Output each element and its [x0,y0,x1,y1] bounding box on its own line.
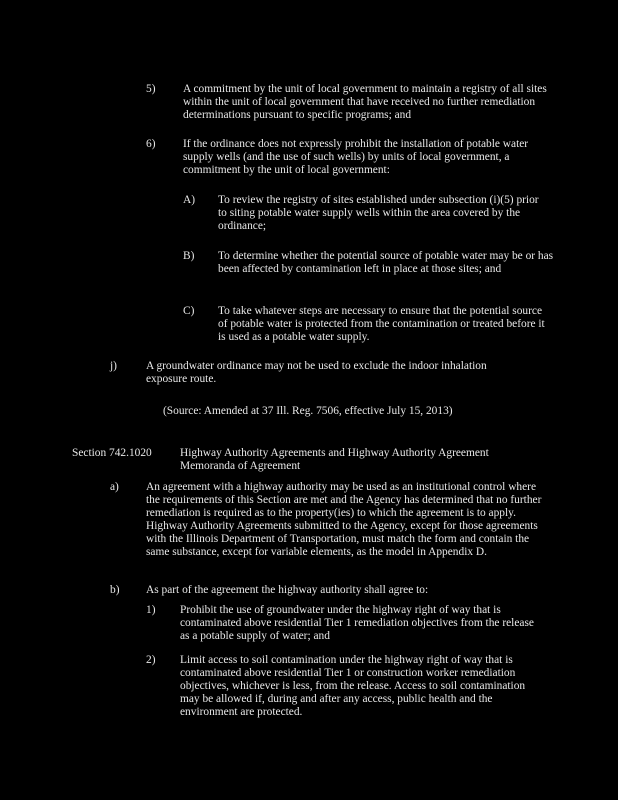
subitem-label: 1) [146,604,156,616]
subitem-text: Limit access to soil contamination under the highway right of way that is contaminated above residential Tier 1 or construction worker remediation objectives, whichever is less, from the release. Access to soil contamination may be allowed if, during and after any access, public health and the environment are protected. [180,654,526,718]
subitem-label: A) [183,194,196,206]
subitem-label: B) [183,250,195,262]
section-title: Highway Authority Agreements and Highway Authority Agreement Memoranda of Agreement [180,447,489,472]
item-text: An agreement with a highway authority may be used as an institutional control where the requirements of this Section are met and the Agency has determined that no further remediation is required as to the property(ies) to which the agreement is to apply. Highway Authority Agreements submitted to the Agency, except for those agreements with the Illinois Department of Transportation, must match the form and contain the same substance, except for variable elements, as the model in Appendix D. [146,481,542,558]
subitem-text: Prohibit the use of groundwater under the highway right of way that is contaminated above residential Tier 1 remediation objectives from the release as a potable supply of water; and [180,604,534,642]
source-note: (Source: Amended at 37 Ill. Reg. 7506, effective July 15, 2013) [163,405,453,417]
item-label: 6) [146,138,156,150]
item-label: b) [110,584,120,596]
item-label: j) [110,360,117,372]
item-label: a) [110,481,119,493]
item-text: If the ordinance does not expressly prohibit the installation of potable water supply wells (and the use of such wells) by units of local government, a commitment by the unit of local government: [183,138,529,176]
subitem-text: To review the registry of sites established under subsection (i)(5) prior to siting potable water supply wells within the area covered by the ordinance; [218,194,539,232]
item-text: A commitment by the unit of local government to maintain a registry of all sites within the unit of local government that have received no further remediation determinations pursuant to specific programs; and [183,83,547,121]
item-text: As part of the agreement the highway authority shall agree to: [146,584,429,596]
subitem-label: C) [183,305,195,317]
section-number: Section 742.1020 [72,447,152,459]
item-text: A groundwater ordinance may not be used to exclude the indoor inhalation exposure route. [146,360,487,385]
subitem-text: To determine whether the potential source of potable water may be or has been affected by contamination left in place at those sites; and [218,250,554,275]
subitem-label: 2) [146,654,156,666]
item-label: 5) [146,83,156,95]
subitem-text: To take whatever steps are necessary to ensure that the potential source of potable water is protected from the contamination or treated before it is used as a potable water supply. [218,305,545,343]
